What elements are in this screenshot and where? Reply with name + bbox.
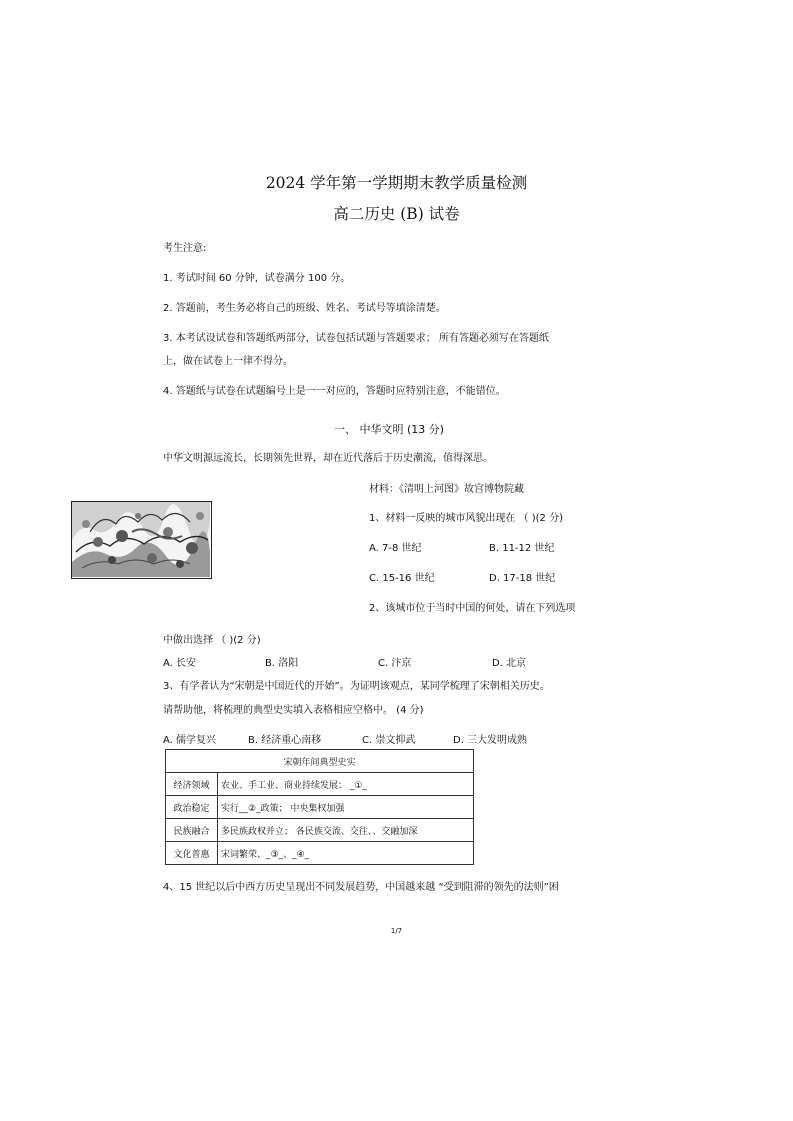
q1-option-b: B. 11-12 世纪 [489, 543, 555, 554]
row-label-politics: 政治稳定 [166, 796, 218, 819]
notice-heading: 考生注意: [163, 243, 207, 254]
table-row [166, 796, 474, 819]
q2-option-d: D. 北京 [492, 658, 527, 669]
table-row [166, 819, 474, 842]
table-title: 宋朝年间典型史实 [166, 750, 474, 773]
q3-stem-line1: 3、有学者认为“宋朝是中国近代的开始”。为证明该观点，某同学梳理了宋朝相关历史。 [163, 681, 550, 692]
q2-option-b: B. 洛阳 [265, 658, 299, 669]
table-row [166, 842, 474, 865]
material-label: 材料：《清明上河图》故宫博物院藏 [369, 484, 524, 495]
q1-option-a: A. 7-8 世纪 [369, 543, 422, 554]
row-label-culture: 文化普惠 [166, 842, 218, 865]
notice-item-4: 4. 答题纸与试卷在试题编号上是一一对应的，答题时应特别注意，不能错位。 [163, 386, 506, 397]
song-dynasty-facts-table [165, 749, 474, 865]
painting-illustration [72, 502, 210, 577]
q3-option-a: A. 儒学复兴 [163, 735, 217, 746]
q1-stem: 1、材料一反映的城市风貌出现在 （ )(2 分) [369, 513, 563, 524]
exam-subtitle: 高二历史 (B) 试卷 [333, 205, 460, 223]
notice-item-2: 2. 答题前，考生务必将自己的班级、姓名、考试号等填涂清楚。 [163, 303, 446, 314]
q3-option-d: D. 三大发明成熟 [453, 735, 528, 746]
row-content-culture: 宋词繁荣、_③_、_④_ [218, 842, 474, 865]
page-number: 1/7 [390, 927, 403, 935]
q4-stem: 4、15 世纪以后中西方历史呈现出不同发展趋势，中国越来越 “受到阻滞的领先的法则”困 [163, 882, 559, 893]
qingming-painting-image [71, 501, 212, 579]
q1-option-d: D. 17-18 世纪 [489, 573, 556, 584]
q2-stem-line1: 2、该城市位于当时中国的何处，请在下列选项 [369, 603, 576, 614]
notice-item-3-cont: 上，做在试卷上一律不得分。 [163, 356, 293, 367]
table-header-row [166, 750, 474, 773]
table-row [166, 773, 474, 796]
notice-item-3: 3. 本考试设试卷和答题纸两部分，试卷包括试题与答题要求； 所有答题必须写在答题纸 [163, 333, 549, 344]
row-content-economy: 农业、手工业、商业持续发展； _①_ [218, 773, 474, 796]
row-content-ethnic: 多民族政权并立； 各民族交流、交往、、交融加深 [218, 819, 474, 842]
q2-option-a: A. 长安 [163, 658, 197, 669]
q2-option-c: C. 汴京 [378, 658, 412, 669]
row-content-politics: 实行__②_政策； 中央集权加强 [218, 796, 474, 819]
section-title: 一、 中华文明 (13 分) [334, 423, 445, 436]
q3-stem-line2: 请帮助他，将梳理的典型史实填入表格相应空格中。 (4 分) [163, 705, 424, 716]
notice-item-1: 1. 考试时间 60 分钟，试卷满分 100 分。 [163, 273, 351, 284]
section-intro: 中华文明源远流长，长期领先世界，却在近代落后于历史潮流，值得深思。 [163, 453, 493, 464]
row-label-economy: 经济领域 [166, 773, 218, 796]
exam-title: 2024 学年第一学期期末教学质量检测 [265, 174, 528, 192]
row-label-ethnic: 民族融合 [166, 819, 218, 842]
q3-option-c: C. 崇文抑武 [362, 735, 416, 746]
q2-stem-line2: 中做出选择 （ )(2 分) [163, 635, 261, 646]
q3-option-b: B. 经济重心南移 [248, 735, 322, 746]
q1-option-c: C. 15-16 世纪 [369, 573, 435, 584]
